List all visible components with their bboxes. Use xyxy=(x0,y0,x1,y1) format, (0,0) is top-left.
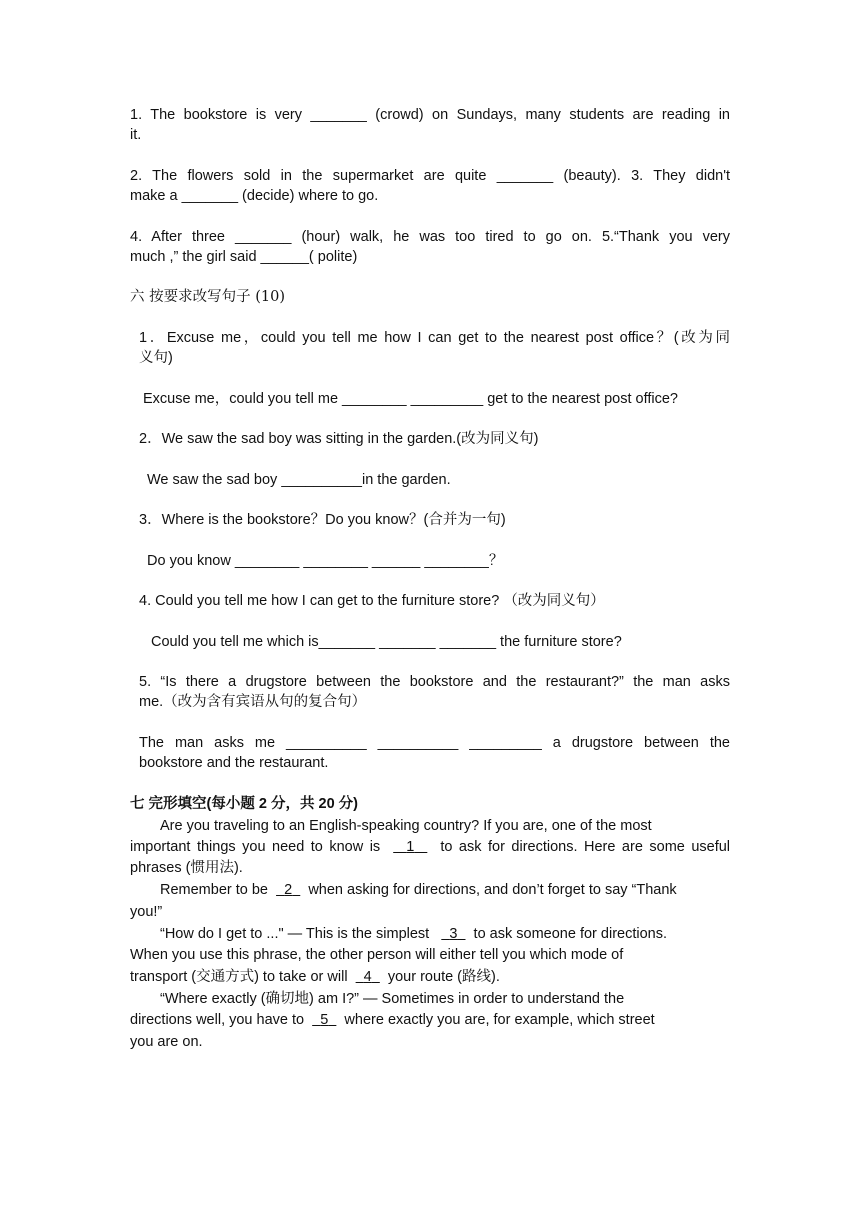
s6-a4: Could you tell me which is_______ _______ _______ the furniture store? xyxy=(151,634,622,650)
q1-line2: it. xyxy=(130,127,142,143)
s6-a3: Do you know ________ ________ ______ ________？ xyxy=(147,553,504,569)
cloze-p3-line3 xyxy=(130,967,500,987)
cloze-text: your route (路线). xyxy=(383,969,500,985)
q4-line2: much ,” the girl said ______( polite) xyxy=(130,249,358,265)
s6-q3: 3．Where is the bookstore？Do you know？(合并为一句) xyxy=(139,512,506,528)
section7-heading: 七 完形填空(每小题 2 分，共 20 分) xyxy=(130,796,358,812)
q1-line1: 1. The bookstore is very _______ (crowd) on Sundays, many students are reading in xyxy=(130,107,730,123)
blank-3: 3 xyxy=(449,926,458,942)
cloze-p4-line2 xyxy=(130,1010,655,1030)
cloze-text: Remember to be xyxy=(160,882,273,898)
s6-q4: 4. Could you tell me how I can get to the furniture store? （改为同义句） xyxy=(139,593,605,609)
cloze-p2-line2: you!” xyxy=(130,904,163,920)
blank-4: 4 xyxy=(363,969,372,985)
s6-q1-line2: 义句) xyxy=(139,350,173,366)
s6-a2: We saw the sad boy __________in the garden. xyxy=(147,472,451,488)
cloze-p2-line1 xyxy=(160,880,677,900)
cloze-text: to ask for directions. Here are some useful xyxy=(433,839,731,855)
blank-5: 5 xyxy=(320,1012,329,1028)
blank-1: 1 xyxy=(406,839,415,855)
cloze-p4-line3: you are on. xyxy=(130,1034,203,1050)
cloze-text: where exactly you are, for example, which street xyxy=(340,1012,655,1028)
s6-a5-line1: The man asks me __________ __________ _________ a drugstore between the xyxy=(139,735,730,751)
s6-q2: 2．We saw the sad boy was sitting in the garden.(改为同义句) xyxy=(139,431,539,447)
q2-line2: make a _______ (decide) where to go. xyxy=(130,188,379,204)
cloze-p3-line2: When you use this phrase, the other person will either tell you which mode of xyxy=(130,947,624,963)
cloze-text: “How do I get to ..." — This is the simplest xyxy=(160,926,434,942)
s6-q1-line1: 1．Excuse me，could you tell me how I can get to the nearest post office？(改为同 xyxy=(139,330,730,346)
cloze-p1-line2 xyxy=(130,837,730,857)
cloze-p3-line1 xyxy=(160,924,667,944)
cloze-text: important things you need to know is xyxy=(130,839,387,855)
s6-a1: Excuse me，could you tell me ________ _________ get to the nearest post office? xyxy=(143,391,678,407)
cloze-p1-line3: phrases (惯用法). xyxy=(130,860,243,876)
section6-heading: 六 按要求改写句子 (10) xyxy=(130,289,285,305)
cloze-text: directions well, you have to xyxy=(130,1012,309,1028)
cloze-p1-line1: Are you traveling to an English-speaking country? If you are, one of the most xyxy=(160,818,652,834)
s6-q5-line2: me.（改为含有宾语从句的复合句） xyxy=(139,694,367,710)
q4-line1: 4. After three _______ (hour) walk, he was too tired to go on. 5.“Thank you very xyxy=(130,229,730,245)
cloze-p4-line1: “Where exactly (确切地) am I?” — Sometimes in order to understand the xyxy=(160,991,625,1007)
s6-a5-line2: bookstore and the restaurant. xyxy=(139,755,329,771)
cloze-text: when asking for directions, and don’t forget to say “Thank xyxy=(304,882,677,898)
cloze-text: transport (交通方式) to take or will xyxy=(130,969,352,985)
cloze-text: to ask someone for directions. xyxy=(469,926,667,942)
s6-q5-line1: 5. “Is there a drugstore between the bookstore and the restaurant?” the man asks xyxy=(139,674,730,690)
q2-line1: 2. The flowers sold in the supermarket are quite _______ (beauty). 3. They didn't xyxy=(130,168,730,184)
blank-2: 2 xyxy=(284,882,293,898)
